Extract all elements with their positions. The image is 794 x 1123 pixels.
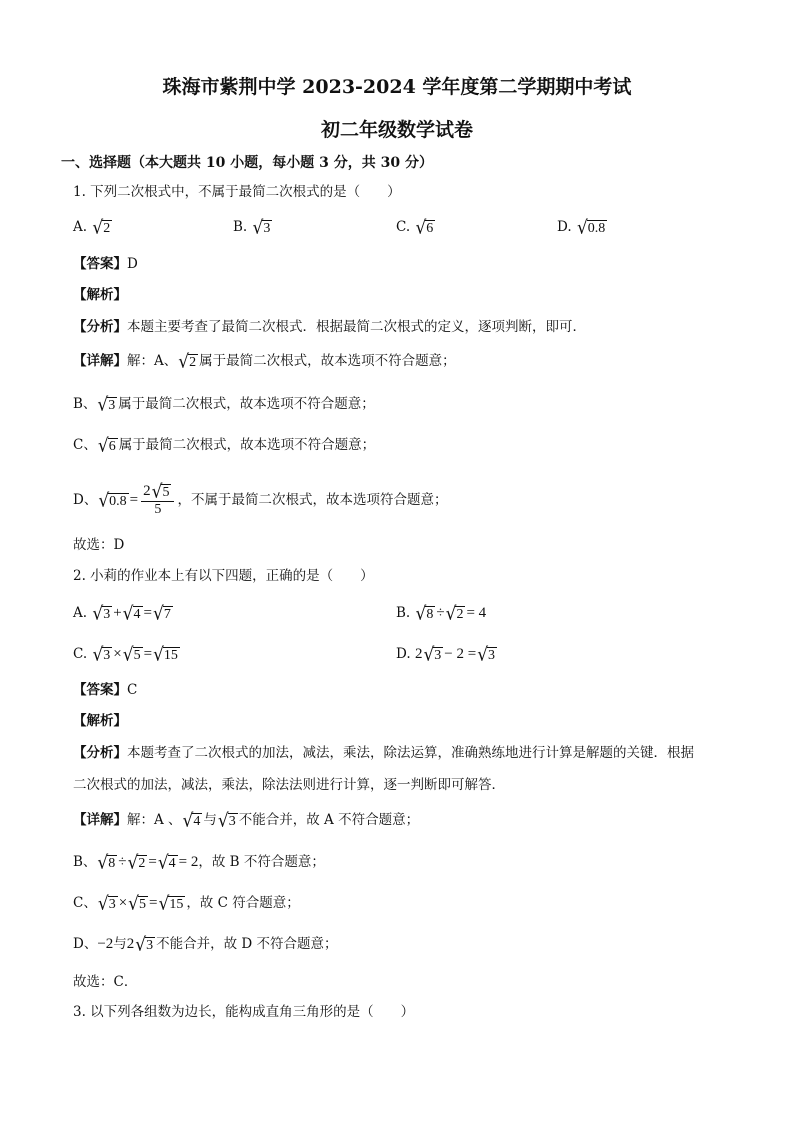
radicand: 4 xyxy=(168,855,176,871)
q2-fenxi-line2: 二次根式的加法，减法，乘法，除法法则进行计算，逐一判断即可解答． xyxy=(73,777,505,793)
radicand: 3 xyxy=(108,397,116,413)
detail-prefix: B、 xyxy=(73,854,97,870)
radicand: 5 xyxy=(133,647,141,663)
detail-prefix: 解：A、 xyxy=(127,353,178,369)
radicand: 2 xyxy=(189,354,197,370)
detail-prefix: B、 xyxy=(73,396,97,412)
fraction-denominator: 5 xyxy=(154,501,162,517)
option-label: D. xyxy=(396,646,411,662)
option-label: B. xyxy=(396,605,411,621)
operator: × xyxy=(118,895,128,911)
q2-option-c xyxy=(73,643,181,666)
connector: 与 xyxy=(203,812,217,828)
detail-text: ，故 B 不符合题意； xyxy=(198,854,325,870)
q2-detail-d xyxy=(73,933,338,956)
option-label: A. xyxy=(73,605,88,621)
fenxi-text: 本题主要考查了最简二次根式．根据最简二次根式的定义，逐项判断，即可． xyxy=(127,319,586,335)
radicand: 5 xyxy=(162,484,170,500)
sqrt-expression: √ 8 xyxy=(97,851,116,874)
detail-text: 属于最简二次根式，故本选项不符合题意； xyxy=(118,437,376,453)
q2-answer xyxy=(73,681,137,699)
sqrt-expression: √ 6 xyxy=(415,216,434,239)
q2-stem: 2. 小莉的作业本上有以下四题，正确的是（ ） xyxy=(73,568,374,584)
section-heading: 一、选择题（本大题共 10 小题，每小题 3 分，共 30 分） xyxy=(61,155,433,171)
sqrt-expression: √ 2 xyxy=(445,602,464,625)
connector: 与 xyxy=(113,936,127,952)
sqrt-expression: √ 3 xyxy=(423,643,442,666)
radicand: 4 xyxy=(193,813,201,829)
detail-text: 属于最简二次根式，故本选项不符合题意； xyxy=(118,396,375,412)
q1-stem: 1. 下列二次根式中，不属于最简二次根式的是（ ） xyxy=(73,184,401,200)
q2-detail-a xyxy=(73,809,420,832)
radicand: 3 xyxy=(103,647,111,663)
sqrt-expression: √ 3 xyxy=(92,602,111,625)
answer-tag: 【答案】 xyxy=(73,256,127,272)
radicand: 0.8 xyxy=(587,220,606,236)
sqrt-expression: √ 2 xyxy=(92,216,111,239)
answer-tag: 【答案】 xyxy=(73,682,127,698)
radicand: 8 xyxy=(108,855,116,871)
radicand: 7 xyxy=(163,606,171,622)
sqrt-expression: √ 15 xyxy=(158,892,184,915)
sqrt-expression: √ 3 xyxy=(477,643,496,666)
option-label: A. xyxy=(73,219,88,235)
operator: ÷ xyxy=(118,854,127,870)
option-label: D. xyxy=(557,219,572,235)
q3-stem: 3. 以下列各组数为边长，能构成直角三角形的是（ ） xyxy=(73,1004,415,1020)
radicand: 3 xyxy=(434,647,442,663)
answer-value: D xyxy=(127,256,138,272)
q1-option-b xyxy=(233,216,273,239)
q2-option-d xyxy=(396,643,498,666)
detail-prefix: C、 xyxy=(73,895,97,911)
operator: × xyxy=(113,646,122,662)
exam-subtitle: 初二年级数学试卷 xyxy=(320,119,473,141)
detail-text: 不能合并，故 D 不符合题意； xyxy=(156,936,338,952)
exam-title: 珠海市紫荆中学 2023-2024 学年度第二学期期中考试 xyxy=(162,76,632,98)
q1-fenxi xyxy=(73,318,586,336)
equals-sign: = xyxy=(143,646,153,662)
q2-option-a xyxy=(73,602,174,625)
detail-text: ，不属于最简二次根式，故本选项符合题意； xyxy=(177,492,448,508)
sqrt-expression: √ 7 xyxy=(152,602,171,625)
radicand: 5 xyxy=(139,896,146,912)
sqrt-expression: √ 0.8 xyxy=(576,216,606,239)
detail-tag: 【详解】 xyxy=(73,812,127,828)
q1-detail-b xyxy=(73,393,375,416)
coefficient: 2 xyxy=(143,483,151,500)
q1-option-a xyxy=(73,216,113,239)
sqrt-expression: √ 3 xyxy=(217,809,236,832)
sqrt-expression: √ 15 xyxy=(153,643,178,666)
detail-text: 不能合并，故 A 不符合题意； xyxy=(238,812,420,828)
option-label: C. xyxy=(396,219,411,235)
sqrt-expression: √ 5 xyxy=(128,892,146,915)
radicand: 6 xyxy=(108,438,116,454)
radicand: 15 xyxy=(163,647,178,663)
q2-detail-c xyxy=(73,892,300,915)
q1-detail-c xyxy=(73,434,376,457)
q1-detail-a xyxy=(73,350,456,373)
sqrt-expression: √ 5 xyxy=(122,643,141,666)
radicand: 3 xyxy=(103,606,111,622)
fraction-numerator xyxy=(141,480,174,503)
radicand: 0.8 xyxy=(109,493,127,509)
q2-detail-b xyxy=(73,851,325,874)
radicand: 3 xyxy=(488,647,496,663)
radicand: 15 xyxy=(169,896,184,912)
equals-sign: = xyxy=(149,895,158,911)
fenxi-tag: 【分析】 xyxy=(73,745,127,761)
radicand: 3 xyxy=(228,813,236,829)
sqrt-expression: √ 6 xyxy=(97,434,116,457)
analysis-tag: 【解析】 xyxy=(73,287,127,303)
radicand: 2 xyxy=(138,855,146,871)
detail-tag: 【详解】 xyxy=(73,353,127,369)
equals-sign: = xyxy=(148,854,157,870)
radicand: 3 xyxy=(146,937,154,953)
q2-choose: 故选：C． xyxy=(73,974,138,990)
fraction xyxy=(141,480,174,518)
coefficient: 2 xyxy=(414,646,423,662)
detail-prefix: D、 xyxy=(73,492,98,508)
sqrt-expression: √ 4 xyxy=(157,851,176,874)
sqrt-expression: √ 5 xyxy=(151,480,170,503)
radicand: 6 xyxy=(426,220,434,236)
q2-fenxi-line1 xyxy=(73,744,694,762)
detail-prefix: C、 xyxy=(73,437,97,453)
radicand: 3 xyxy=(108,896,116,912)
q2-analysis-tag xyxy=(73,712,127,730)
sqrt-expression: √ 4 xyxy=(182,809,201,832)
q1-answer xyxy=(73,255,138,273)
analysis-tag: 【解析】 xyxy=(73,713,127,729)
expression-rest: − 2 = xyxy=(444,646,477,662)
sqrt-expression: √ 3 xyxy=(92,643,111,666)
detail-prefix: D、 xyxy=(73,936,98,952)
sqrt-expression: √ 3 xyxy=(97,393,116,416)
fenxi-tag: 【分析】 xyxy=(73,319,127,335)
answer-value: C xyxy=(127,682,138,698)
option-label: C. xyxy=(73,646,88,662)
radicand: 4 xyxy=(133,606,141,622)
detail-text: ，故 C 符合题意； xyxy=(186,895,300,911)
radicand: 2 xyxy=(456,606,464,622)
operator: ÷ xyxy=(436,605,445,621)
q1-detail-d xyxy=(73,480,447,520)
sqrt-expression: √ 8 xyxy=(415,602,434,625)
coefficient: 2 xyxy=(126,936,135,952)
radicand: 2 xyxy=(103,220,111,236)
option-label: B. xyxy=(233,219,248,235)
sqrt-expression: √ 3 xyxy=(97,892,116,915)
detail-prefix: 解：A 、 xyxy=(127,812,182,828)
q1-option-c xyxy=(396,216,436,239)
sqrt-expression: √ 2 xyxy=(178,350,197,373)
equals-sign: = xyxy=(143,605,152,621)
q2-option-b xyxy=(396,602,487,625)
radicand: 8 xyxy=(426,606,434,622)
fenxi-text: 本题考查了二次根式的加法，减法，乘法，除法运算，准确熟练地进行计算是解题的关键．根据 xyxy=(127,745,694,761)
q1-option-d xyxy=(557,216,608,239)
radicand: 3 xyxy=(263,220,271,236)
q1-analysis-tag xyxy=(73,286,127,304)
result: = 4 xyxy=(466,605,487,621)
negative-number: −2 xyxy=(97,936,114,952)
equals-sign: = xyxy=(129,492,139,508)
q1-choose: 故选：D xyxy=(73,537,125,553)
sqrt-expression: √ 4 xyxy=(122,602,141,625)
sqrt-expression: √ 2 xyxy=(127,851,146,874)
sqrt-expression: √ 3 xyxy=(252,216,271,239)
result: = 2 xyxy=(178,854,199,870)
sqrt-expression: √ 3 xyxy=(135,933,154,956)
sqrt-expression: √ 0.8 xyxy=(98,489,127,512)
detail-text: 属于最简二次根式，故本选项不符合题意； xyxy=(199,353,456,369)
operator: + xyxy=(113,605,122,621)
